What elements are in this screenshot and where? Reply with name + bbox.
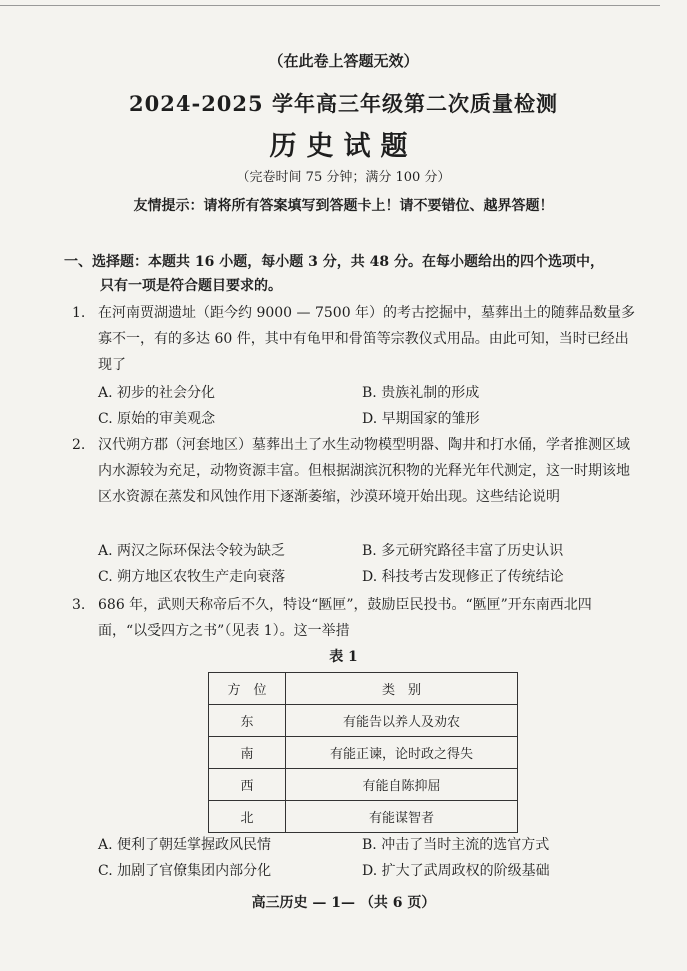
table-1 [208,672,518,833]
friendly-tip: 友情提示：请将所有答案填写到答题卡上！请不要错位、越界答题！ [133,198,554,214]
option-2b: B. 多元研究路径丰富了历史认识 [362,543,564,559]
option-3b: B. 冲击了当时主流的选官方式 [362,837,550,853]
top-border [0,5,660,6]
option-1d: D. 早期国家的雏形 [362,411,480,427]
table-cell: 有能谋智者 [286,801,518,833]
table-cell: 东 [209,705,286,737]
option-1b: B. 贵族礼制的形成 [362,385,480,401]
question-text: 686 年，武则天称帝后不久，特设“匦匣”，鼓励臣民投书。“匦匣”开东南西北四面，“以受四方之书”（见表 1）。这一举措 [98,597,592,639]
section-heading-line1: 一、选择题：本题共 16 小题，每小题 3 分，共 48 分。在每小题给出的四个选项中， [64,254,604,270]
option-2d: D. 科技考古发现修正了传统结论 [362,569,564,585]
question-number: 3. [72,597,86,613]
option-3c: C. 加剧了官僚集团内部分化 [98,863,272,879]
option-1c: C. 原始的审美观念 [98,411,216,427]
table-caption: 表 1 [329,649,358,665]
option-2c: C. 朔方地区农牧生产走向衰落 [98,569,286,585]
question-number: 1. [72,305,86,321]
page-footer: 高三历史 — 1— （共 6 页） [251,895,436,911]
exam-title: 2024-2025 学年高三年级第二次质量检测 [129,91,558,116]
table-cell: 有能自陈抑屈 [286,769,518,801]
table-row [209,737,518,769]
table-cell: 有能告以养人及劝农 [286,705,518,737]
option-3a: A. 便利了朝廷掌握政风民情 [98,837,272,853]
question-3 [72,592,640,644]
table-cell: 西 [209,769,286,801]
table-row [209,705,518,737]
time-and-score: （完卷时间 75 分钟；满分 100 分） [236,170,451,185]
invalid-notice: （在此卷上答题无效） [268,52,419,70]
question-text: 在河南贾湖遗址（距今约 9000 — 7500 年）的考古挖掘中，墓葬出土的随葬品数量多寡不一，有的多达 60 件，其中有龟甲和骨笛等宗教仪式用品。由此可知，当时已经出现了 [98,305,636,373]
table-header-direction: 方 位 [209,673,286,705]
table-cell: 有能正谏，论时政之得失 [286,737,518,769]
question-text: 汉代朔方郡（河套地区）墓葬出土了水生动物模型明器、陶井和打水俑，学者推测区域内水源较为充足，动物资源丰富。但根据湖滨沉积物的光释光年代测定，这一时期该地区水资源在蒸发和风蚀作用下逐渐萎缩，沙漠环境开始出现。这些结论说明 [98,437,630,505]
question-1 [72,300,640,378]
section-heading-line2: 只有一项是符合题目要求的。 [100,278,282,294]
option-2a: A. 两汉之际环保法令较为缺乏 [98,543,286,559]
question-2 [72,432,640,510]
option-3d: D. 扩大了武周政权的阶级基础 [362,863,550,879]
table-header-row [209,673,518,705]
question-number: 2. [72,437,86,453]
subject-title: 历史试题 [269,131,418,162]
table-header-category: 类 别 [286,673,518,705]
table-cell: 北 [209,801,286,833]
table-row [209,769,518,801]
table-cell: 南 [209,737,286,769]
option-1a: A. 初步的社会分化 [98,385,216,401]
table-row [209,801,518,833]
